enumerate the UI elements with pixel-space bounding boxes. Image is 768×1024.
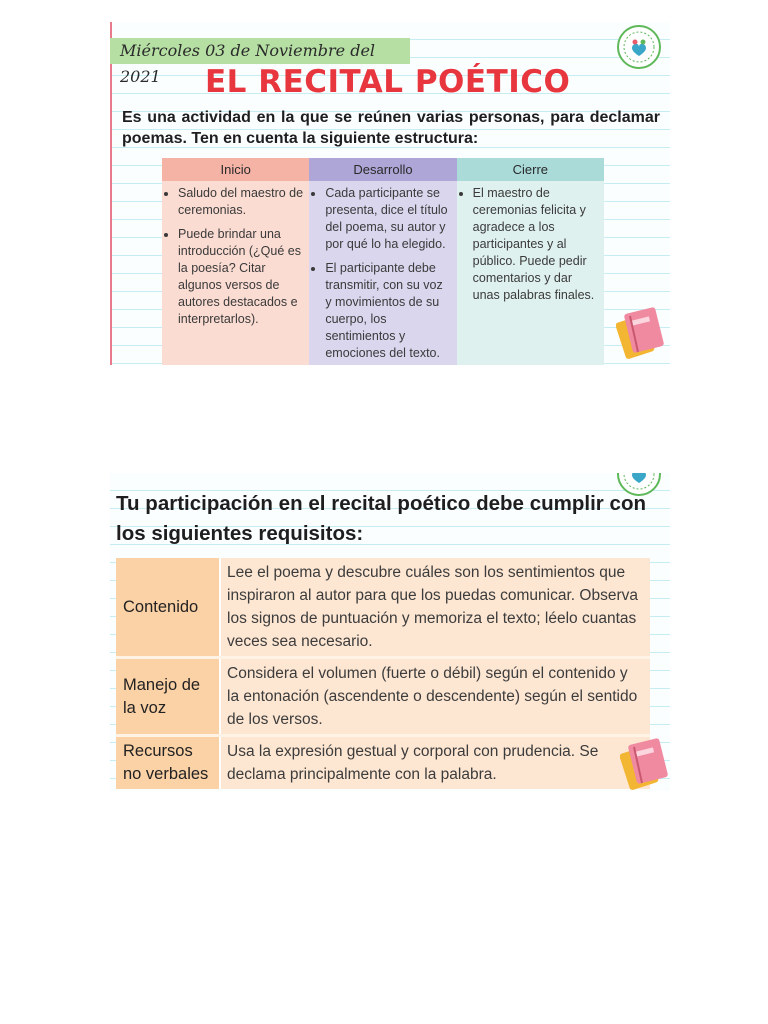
structure-table bbox=[162, 158, 604, 365]
requirements-card bbox=[110, 473, 670, 791]
intro-text: Es una actividad en la que se reúnen varias personas, para declamar poemas. Ten en cuenta la siguiente estructura: bbox=[122, 109, 660, 147]
list-item: • Saludo del maestro de ceremonias. bbox=[178, 185, 304, 219]
requirement-text: Usa la expresión gestual y corporal con prudencia. Se declama principalmente con la palabra. bbox=[220, 736, 650, 790]
list-item: • Cada participante se presenta, dice el título del poema, su autor y por qué lo ha elegido. bbox=[325, 185, 451, 253]
requirements-title: Tu participación en el recital poético debe cumplir con los siguientes requisitos: bbox=[116, 492, 646, 545]
column-header-cierre: Cierre bbox=[457, 158, 604, 181]
list-item: • El participante debe transmitir, con su voz y movimientos de su cuerpo, los sentimientos y emociones del texto. bbox=[325, 260, 451, 362]
table-row bbox=[116, 736, 650, 790]
requirement-text: Considera el volumen (fuerte o débil) según el contenido y la entonación (ascendente o descendente) según el sentido de los versos. bbox=[220, 658, 650, 736]
list-item: • Puede brindar una introducción (¿Qué es la poesía? Citar algunos versos de autores destacados e interpretarlos). bbox=[178, 226, 304, 328]
recital-structure-card bbox=[110, 22, 670, 365]
table-row bbox=[116, 558, 650, 658]
notebook-icon bbox=[616, 304, 666, 360]
requirements-table bbox=[116, 558, 650, 789]
requirement-label: Contenido bbox=[116, 558, 220, 658]
column-inicio bbox=[162, 181, 309, 365]
notebook-icon bbox=[620, 735, 670, 791]
date-banner: Miércoles 03 de Noviembre del 2021 bbox=[110, 38, 410, 64]
requirement-text: Lee el poema y descubre cuáles son los sentimientos que inspiraron al autor para que los puedas comunicar. Observa los signos de puntuación y memoriza el texto; léelo cuantas veces sea necesario. bbox=[220, 558, 650, 658]
column-header-desarrollo: Desarrollo bbox=[309, 158, 456, 181]
list-item: • El maestro de ceremonias felicita y agradece a los participantes y al público. Puede pedir comentarios y dar unas palabras finales. bbox=[473, 185, 599, 304]
table-row bbox=[116, 658, 650, 736]
margin-line bbox=[110, 22, 112, 365]
column-cierre bbox=[457, 181, 604, 365]
school-logo-icon bbox=[616, 24, 662, 70]
requirement-label: Recursos no verbales bbox=[116, 736, 220, 790]
requirement-label: Manejo de la voz bbox=[116, 658, 220, 736]
page-title: EL RECITAL POÉTICO bbox=[205, 64, 571, 100]
column-header-inicio: Inicio bbox=[162, 158, 309, 181]
column-desarrollo bbox=[309, 181, 456, 365]
